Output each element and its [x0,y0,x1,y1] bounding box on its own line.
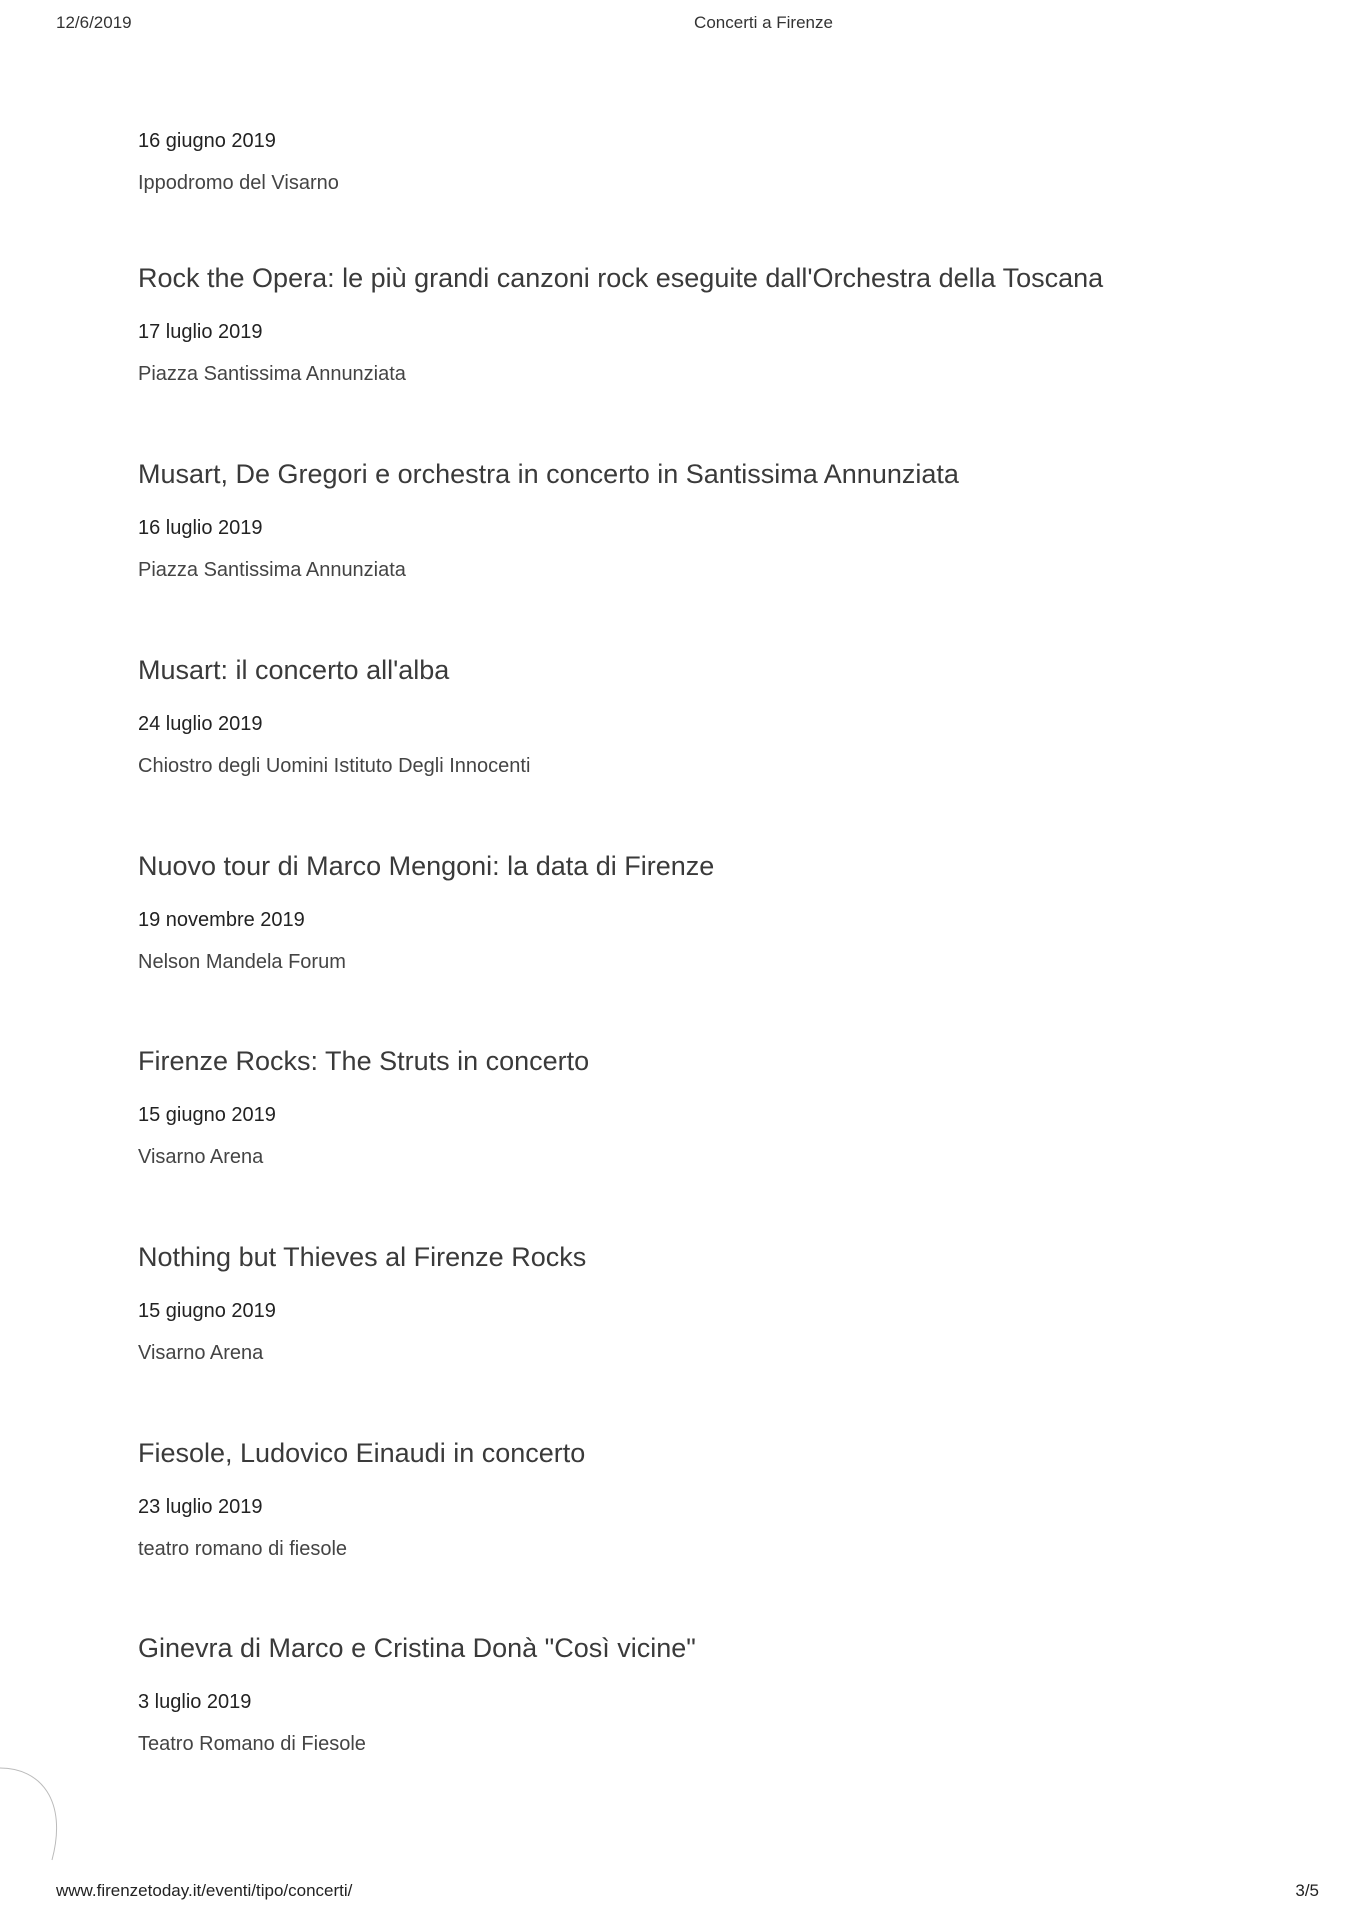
event-title-link[interactable]: Rock the Opera: le più grandi canzoni rock eseguite dall'Orchestra della Toscana [138,263,1104,293]
event-venue: Teatro Romano di Fiesole [138,1733,366,1755]
event-date: 16 luglio 2019 [138,517,263,539]
event-venue: Nelson Mandela Forum [138,951,346,973]
event-title-link[interactable]: Nothing but Thieves al Firenze Rocks [138,1242,587,1272]
event-venue: teatro romano di fiesole [138,1538,348,1560]
event-venue: Piazza Santissima Annunziata [138,363,406,385]
event-date: 3 luglio 2019 [138,1691,252,1713]
event-venue: Visarno Arena [138,1146,264,1168]
event-venue: Chiostro degli Uomini Istituto Degli Innocenti [138,755,531,777]
event-date: 17 luglio 2019 [138,321,263,343]
print-footer-url: www.firenzetoday.it/eventi/tipo/concerti/ [56,1881,353,1900]
print-header-date: 12/6/2019 [56,13,132,32]
event-venue: Ippodromo del Visarno [138,172,339,194]
event-date: 24 luglio 2019 [138,713,263,735]
event-title-link[interactable]: Ginevra di Marco e Cristina Donà "Così vicine" [138,1633,696,1663]
event-date: 15 giugno 2019 [138,1104,276,1126]
event-title-link[interactable]: Fiesole, Ludovico Einaudi in concerto [138,1438,586,1468]
event-venue: Piazza Santissima Annunziata [138,559,406,581]
event-title-link[interactable]: Firenze Rocks: The Struts in concerto [138,1046,590,1076]
event-title-link[interactable]: Musart: il concerto all'alba [138,655,450,685]
print-footer-page-number: 3/5 [1295,1881,1319,1900]
scan-mark [0,1760,70,1870]
event-date: 15 giugno 2019 [138,1300,276,1322]
event-date: 16 giugno 2019 [138,130,276,152]
event-venue: Visarno Arena [138,1342,264,1364]
event-date: 23 luglio 2019 [138,1496,263,1518]
print-header-title: Concerti a Firenze [694,13,833,32]
event-title-link[interactable]: Nuovo tour di Marco Mengoni: la data di Firenze [138,851,715,881]
event-title-link[interactable]: Musart, De Gregori e orchestra in concerto in Santissima Annunziata [138,459,959,489]
event-date: 19 novembre 2019 [138,909,305,931]
